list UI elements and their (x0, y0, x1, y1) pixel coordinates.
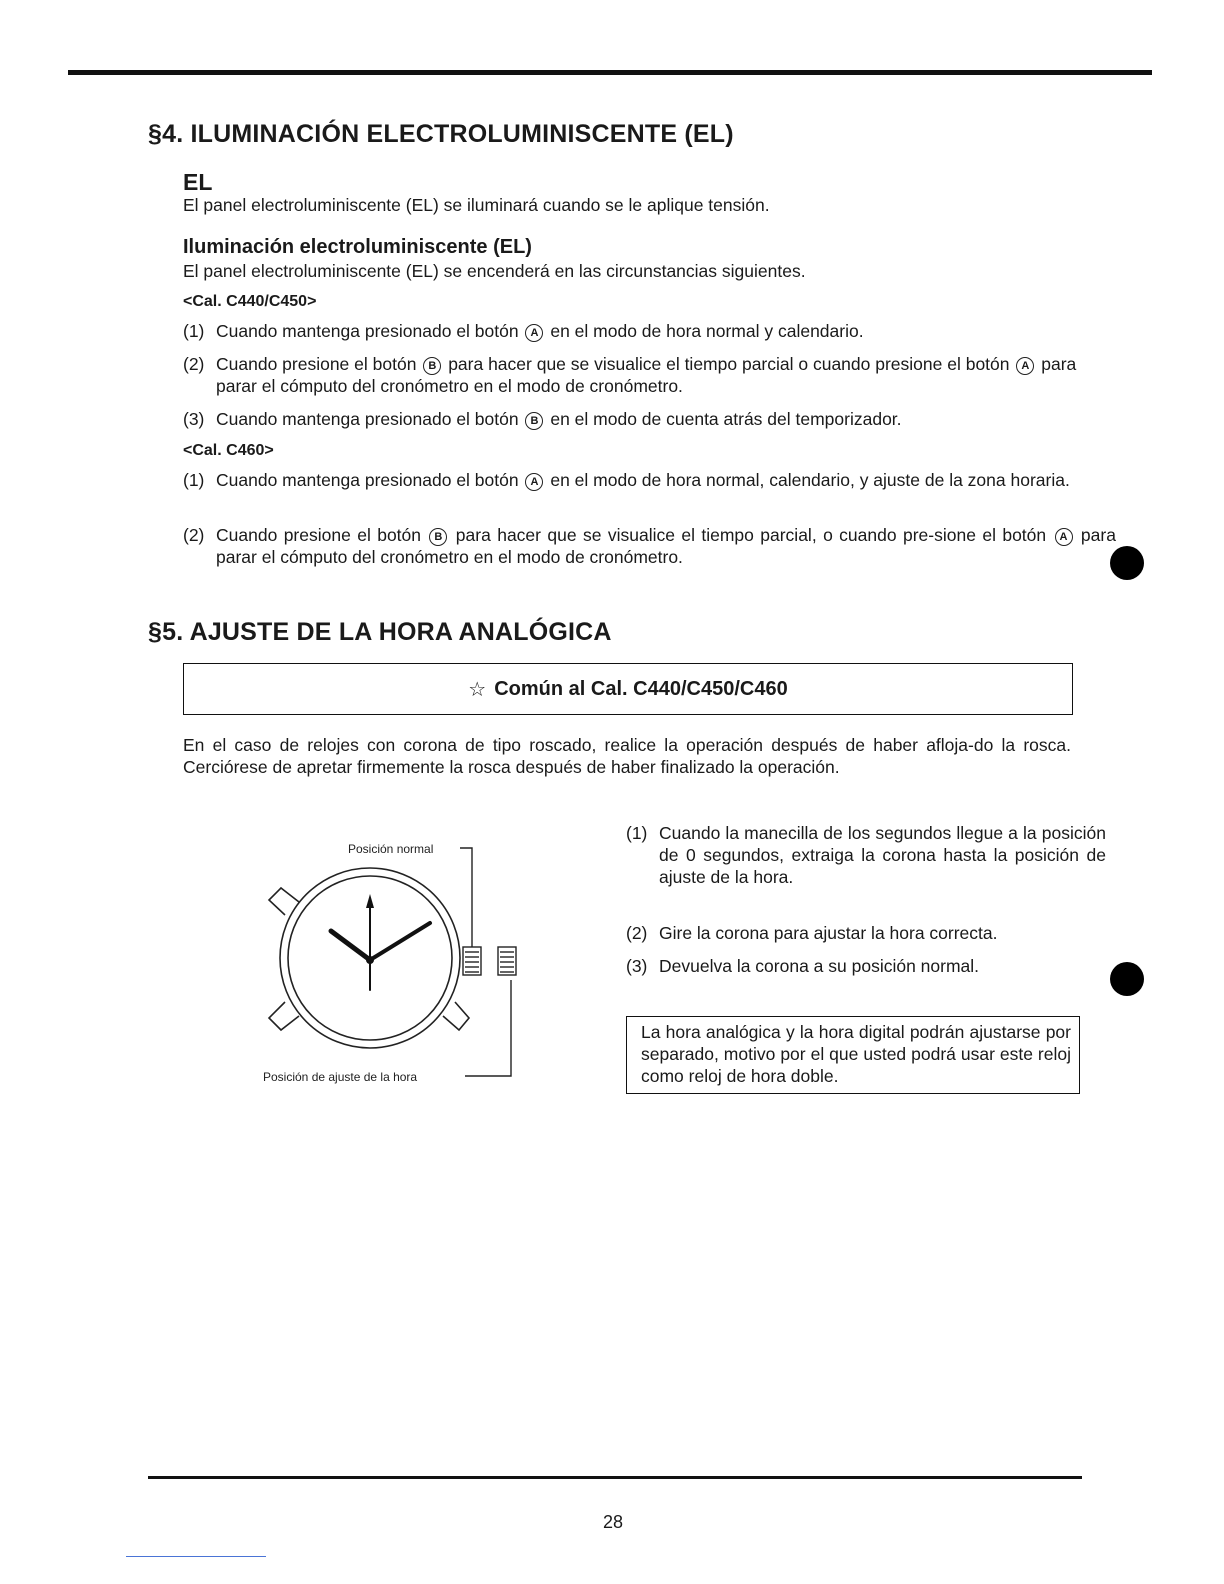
illum-text: El panel electroluminiscente (EL) se encenderá en las circunstancias siguientes. (183, 261, 806, 281)
el-text: El panel electroluminiscente (EL) se iluminará cuando se le aplique tensión. (183, 195, 770, 215)
label-normal-position: Posición normal (348, 842, 434, 856)
cal-c440-c450-heading: <Cal. C440/C450> (183, 293, 317, 310)
button-b-icon: B (525, 412, 543, 430)
watch-hands (331, 894, 430, 990)
margin-dot-marker (1110, 546, 1144, 580)
button-b-icon: B (423, 357, 441, 375)
button-a-icon: A (1055, 528, 1073, 546)
star-icon: ☆ (468, 678, 487, 701)
cal2-item-2: (2) Cuando presione el botón B para hacer que se visualice el tiempo parcial, o cuando pre-sione el botón A para parar el cómputo del cronómetro en el modo de cronómetro. (183, 525, 1116, 567)
banner-text: Común al Cal. C440/C450/C460 (494, 677, 788, 700)
page-number: 28 (603, 1512, 624, 1532)
section5-intro: En el caso de relojes con corona de tipo roscado, realice la operación después de haber afloja-do la rosca. Cerciórese de apretar firmemente la rosca después de haber finalizado la operación. (183, 735, 1071, 777)
cal1-item-2: (2) Cuando presione el botón B para hacer que se visualice el tiempo parcial o cuando presione el botón A para parar el cómputo del cronómetro en el modo de cronómetro. (183, 354, 1077, 396)
step-3: (3) Devuelva la corona a su posición normal. (626, 956, 980, 976)
step-1: (1) Cuando la manecilla de los segundos llegue a la posición de 0 segundos, extraiga la corona hasta la posición de ajuste de la hora. (626, 823, 1106, 887)
button-a-icon: A (525, 473, 543, 491)
bottom-rule (148, 1476, 1082, 1479)
label-adjust-position: Posición de ajuste de la hora (263, 1070, 418, 1084)
section4-title: §4. ILUMINACIÓN ELECTROLUMINISCENTE (EL) (148, 120, 734, 148)
top-rule (68, 70, 1152, 75)
cal-c460-heading: <Cal. C460> (183, 442, 274, 459)
cal1-item-3: (3) Cuando mantenga presionado el botón B en el modo de cuenta atrás del temporizador. (183, 409, 902, 429)
step-2: (2) Gire la corona para ajustar la hora correcta. (626, 923, 998, 943)
cal2-item-1: (1) Cuando mantenga presionado el botón A en el modo de hora normal, calendario, y ajuste de la zona horaria. (183, 470, 1070, 490)
crown-normal-position (463, 947, 481, 975)
footer-link-line (126, 1556, 266, 1557)
illum-heading: Iluminación electroluminiscente (EL) (183, 236, 532, 258)
common-calibre-banner (183, 663, 1073, 715)
button-b-icon: B (429, 528, 447, 546)
crown-adjust-position (498, 947, 516, 975)
cal1-item-1: (1) Cuando mantenga presionado el botón A en el modo de hora normal y calendario. (183, 321, 864, 341)
button-a-icon: A (525, 324, 543, 342)
el-heading: EL (183, 169, 213, 195)
button-a-icon: A (1016, 357, 1034, 375)
margin-dot-marker (1110, 962, 1144, 996)
dual-time-note: La hora analógica y la hora digital podrán ajustarse por separado, motivo por el que usted podrá usar este reloj como reloj de hora doble. (626, 1016, 1080, 1094)
watch-diagram (255, 830, 545, 1100)
section5-title: §5. AJUSTE DE LA HORA ANALÓGICA (148, 618, 612, 646)
